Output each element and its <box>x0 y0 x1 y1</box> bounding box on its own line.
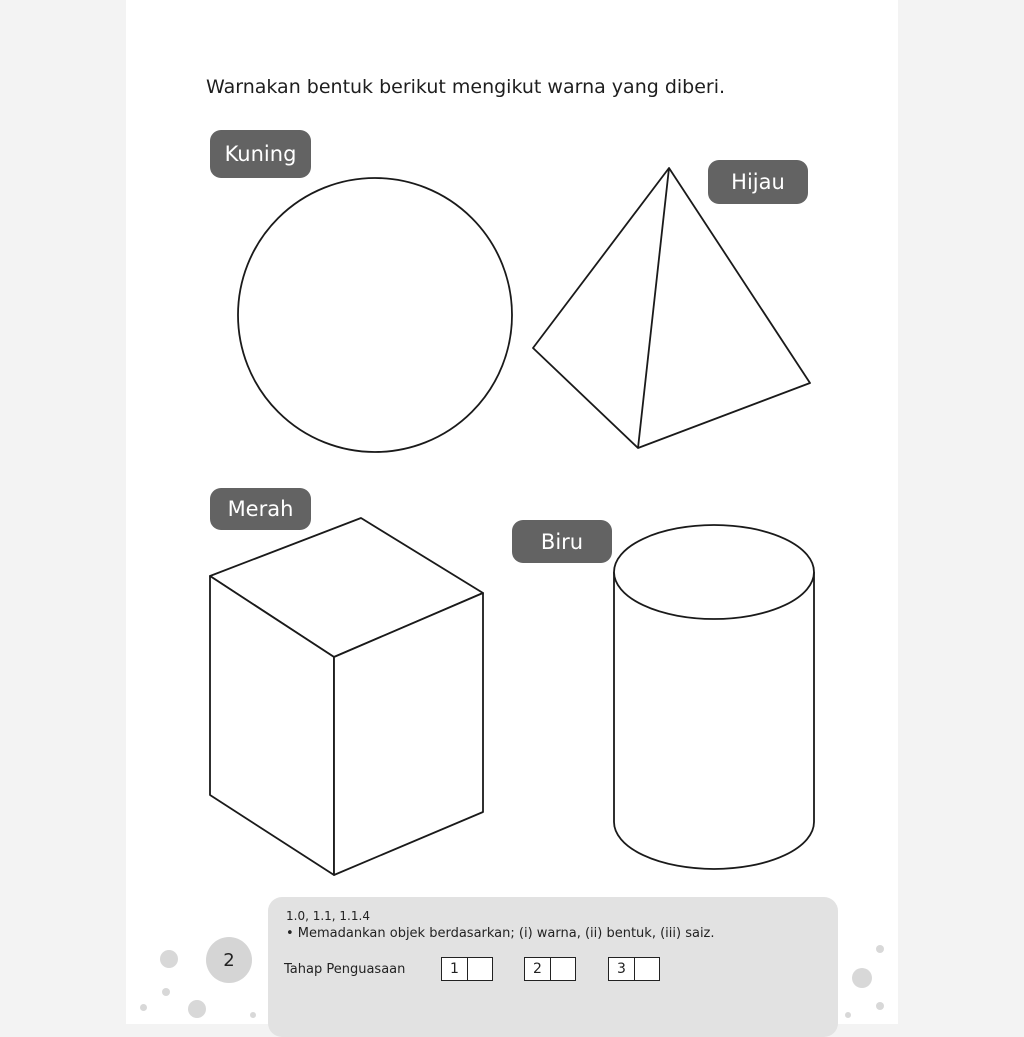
instruction-text: Warnakan bentuk berikut mengikut warna yang diberi. <box>206 76 726 98</box>
learning-standard: • Memadankan objek berdasarkan; (i) warna, (ii) bentuk, (iii) saiz. <box>286 926 715 941</box>
cylinder-shape[interactable] <box>614 525 814 869</box>
page-number: 2 <box>206 937 252 983</box>
level-checkbox[interactable] <box>635 958 659 980</box>
tag-kuning: Kuning <box>210 130 311 178</box>
cuboid-shape[interactable] <box>210 518 483 875</box>
tag-biru: Biru <box>512 520 612 563</box>
decorative-dot <box>188 1000 206 1018</box>
tag-merah: Merah <box>210 488 311 530</box>
circle-shape[interactable] <box>238 178 512 452</box>
decorative-dot <box>140 1004 147 1011</box>
mastery-level-1[interactable] <box>441 957 493 981</box>
decorative-dot <box>876 945 884 953</box>
level-checkbox[interactable] <box>468 958 492 980</box>
standard-codes: 1.0, 1.1, 1.1.4 <box>286 909 370 923</box>
decorative-dot <box>162 988 170 996</box>
level-checkbox[interactable] <box>551 958 575 980</box>
mastery-level-2[interactable] <box>524 957 576 981</box>
level-number: 3 <box>609 958 635 980</box>
decorative-dot <box>876 1002 884 1010</box>
decorative-dot <box>250 1012 256 1018</box>
tag-hijau: Hijau <box>708 160 808 204</box>
level-number: 1 <box>442 958 468 980</box>
decorative-dot <box>845 1012 851 1018</box>
decorative-dot <box>852 968 872 988</box>
level-number: 2 <box>525 958 551 980</box>
mastery-level-3[interactable] <box>608 957 660 981</box>
mastery-label: Tahap Penguasaan <box>284 962 406 977</box>
decorative-dot <box>160 950 178 968</box>
